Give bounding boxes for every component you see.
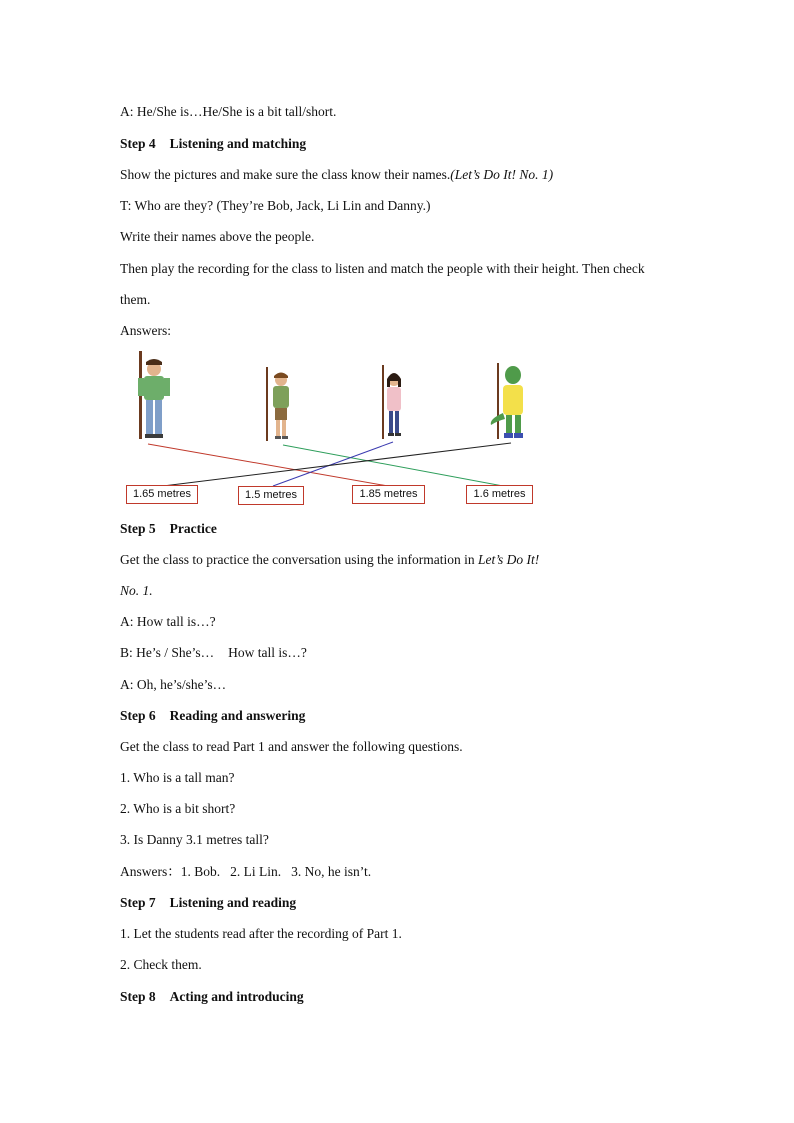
text-span: How tall is…?: [228, 645, 307, 660]
step-heading: [120, 135, 306, 153]
step-title: Listening and reading: [169, 895, 297, 910]
question-item: 3. Is Danny 3.1 metres tall?: [120, 832, 269, 847]
text-line: T: Who are they? (They’re Bob, Jack, Li Lin and Danny.): [120, 198, 431, 213]
height-label: 1.6 metres: [466, 485, 533, 504]
text-line: [120, 551, 539, 569]
question-item: 1. Who is a tall man?: [120, 770, 235, 785]
text-line: A: He/She is…He/She is a bit tall/short.: [120, 104, 337, 119]
text-line: Then play the recording for the class to listen and match the people with their height. Then check: [120, 261, 645, 276]
person-bob-illustration: [138, 351, 170, 439]
person-lilin-illustration: [382, 365, 401, 439]
answer-item: 1. Bob.: [180, 864, 221, 879]
match-line-bob: [148, 444, 388, 486]
text-span: Show the pictures and make sure the class know their names.: [120, 167, 451, 182]
text-line: 1. Let the students read after the recording of Part 1.: [120, 926, 402, 941]
step-heading: [120, 520, 217, 538]
match-line-jack: [283, 445, 503, 486]
step-title: Reading and answering: [169, 708, 306, 723]
text-line: 2. Check them.: [120, 957, 202, 972]
step-heading: [120, 988, 304, 1006]
answer-item: 3. No, he isn’t.: [291, 864, 372, 879]
step-title: Listening and matching: [169, 136, 307, 151]
answer-item: 2. Li Lin.: [230, 864, 282, 879]
step-heading: [120, 707, 305, 725]
step-title: Practice: [169, 521, 217, 536]
person-danny-illustration: [491, 363, 523, 439]
step-number: Step 6: [120, 708, 156, 723]
text-line: [120, 166, 553, 184]
matching-figure: [118, 345, 548, 510]
step-title: Acting and introducing: [169, 989, 304, 1004]
text-line: [120, 644, 307, 662]
answers-label: Answers：: [120, 864, 181, 879]
text-line: A: How tall is…?: [120, 614, 216, 629]
question-item: 2. Who is a bit short?: [120, 801, 236, 816]
height-label: 1.5 metres: [238, 486, 304, 505]
text-line: Get the class to read Part 1 and answer the following questions.: [120, 739, 463, 754]
text-line: A: Oh, he’s/she’s…: [120, 677, 227, 692]
step-number: Step 8: [120, 989, 156, 1004]
book-reference: (Let’s Do It! No. 1): [450, 167, 554, 182]
step-number: Step 4: [120, 136, 156, 151]
answers-line: [120, 863, 371, 881]
step-heading: [120, 894, 296, 912]
text-span: B: He’s / She’s…: [120, 645, 215, 660]
height-label: 1.85 metres: [352, 485, 425, 504]
text-span: Get the class to practice the conversation using the information in: [120, 552, 475, 567]
match-line-danny: [163, 443, 511, 486]
text-line: Write their names above the people.: [120, 229, 315, 244]
text-line: them.: [120, 292, 151, 307]
step-number: Step 5: [120, 521, 156, 536]
height-label: 1.65 metres: [126, 485, 198, 504]
book-reference: Let’s Do It!: [478, 552, 540, 567]
book-reference: No. 1.: [120, 583, 153, 598]
step-number: Step 7: [120, 895, 156, 910]
match-line-lilin: [273, 442, 393, 486]
text-line: Answers:: [120, 323, 171, 338]
person-jack-illustration: [266, 367, 289, 441]
